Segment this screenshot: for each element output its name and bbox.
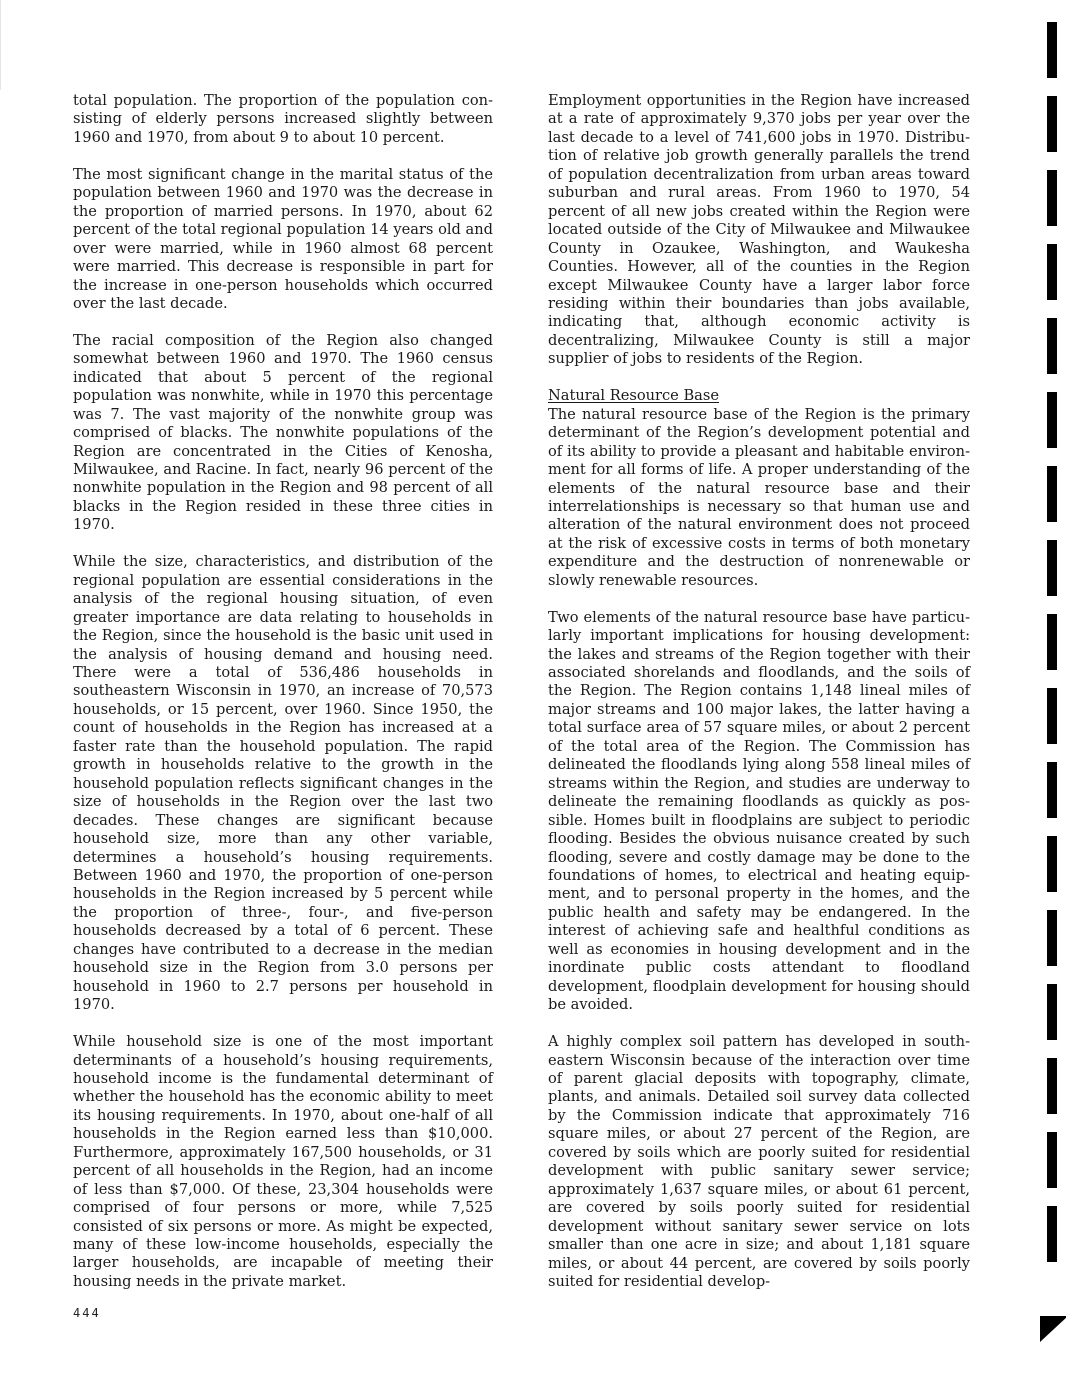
registration-mark bbox=[1047, 466, 1057, 522]
registration-mark bbox=[1047, 318, 1057, 374]
paragraph: The natural resource base of the Region is the primary determinant of the Region’s development potential and of its ability to provide a pleasant and habitable environment for all forms of life. A proper understanding of the elements of the natural resource base and their interrelationships is necessary so that human use and alteration of the natural environment does not proceed at the risk of excessive costs in terms of both monetary expenditure and the destruction of nonrenewable or slowly renewable resources. bbox=[548, 405, 970, 589]
right-column bbox=[548, 92, 970, 1310]
registration-mark bbox=[1047, 984, 1057, 1040]
left-column bbox=[73, 92, 493, 1310]
paragraph: Two elements of the natural resource base have particularly important implications for housing development: the lakes and streams of the Region together with their associated shorelands and floodlands, and the soils of the Region. The Region contains 1,148 lineal miles of major streams and 100 major lakes, the latter having a total surface area of 57 square miles, or about 2 percent of the total area of the Region. The Commission has delineated the floodlands lying along 558 lineal miles of streams within the Region, and studies are underway to delineate the remaining floodlands as quickly as possible. Homes built in floodplains are subject to periodic flooding. Besides the obvious nuisance created by such flooding, severe and costly damage may be done to the foundations of homes, to electrical and heating equipment, and to personal property in the homes, and the public health and safety may be endangered. In the interest of achieving safe and healthful conditions as well as economies in housing development and in the inordinate public costs attendant to floodland development, floodplain development for housing should be avoided. bbox=[548, 608, 970, 1014]
registration-mark bbox=[1047, 96, 1057, 152]
registration-mark bbox=[1047, 1132, 1057, 1188]
section-heading-natural-resource-base: Natural Resource Base bbox=[548, 387, 719, 405]
registration-mark bbox=[1047, 688, 1057, 744]
registration-mark bbox=[1047, 540, 1057, 596]
registration-mark bbox=[1047, 836, 1057, 892]
paragraph: The racial composition of the Region also changed somewhat between 1960 and 1970. The 1960 census indicated that about 5 percent of the regional population was nonwhite, while in 1970 this percentage was 7. The vast majority of the nonwhite group was comprised of blacks. The nonwhite populations of the Region are concentrated in the Cities of Kenosha, Milwaukee, and Racine. In fact, nearly 96 percent of the nonwhite population in the Region and 98 percent of all blacks in the Region resided in these three cities in 1970. bbox=[73, 331, 493, 534]
registration-mark bbox=[1047, 1058, 1057, 1114]
scan-registration-marks bbox=[1042, 0, 1066, 1380]
registration-mark bbox=[1047, 762, 1057, 818]
paragraph: total population. The proportion of the population consisting of elderly persons increased slightly between 1960 and 1970, from about 9 to about 10 percent. bbox=[73, 92, 493, 146]
registration-mark bbox=[1047, 910, 1057, 966]
registration-mark bbox=[1047, 22, 1057, 78]
registration-mark bbox=[1047, 244, 1057, 300]
paragraph: While household size is one of the most important determinants of a household’s housing requirements, household income is the fundamental determinant of whether the household has the economic ability to meet its housing requirements. In 1970, about one-half of all households in the Region earned less than $10,000. Furthermore, approximately 167,500 households, or 31 percent of all households in the Region, had an income of less than $7,000. Of these, 23,304 households were comprised of four persons or more, while 7,525 consisted of six persons or more. As might be expected, many of these low-income households, especially the larger households, are incapable of meeting their housing needs in the private market. bbox=[73, 1033, 493, 1290]
registration-mark bbox=[1047, 170, 1057, 226]
registration-mark bbox=[1047, 392, 1057, 448]
paragraph: A highly complex soil pattern has developed in southeastern Wisconsin because of the interaction over time of parent glacial deposits with topography, climate, plants, and animals. Detailed soil survey data collected by the Commission indicate that approximately 716 square miles, or about 27 percent of the Region, are covered by soils which are poorly suited for residential development with public sanitary sewer service; approximately 1,637 square miles, or about 61 percent, are covered by soils poorly suited for residential development without sanitary sewer service on lots smaller than one acre in size; and about 1,181 square miles, or about 44 percent, are covered by soils poorly suited for residential develop- bbox=[548, 1033, 970, 1290]
paragraph: Employment opportunities in the Region have increased at a rate of approximately 9,370 jobs per year over the last decade to a level of 741,600 jobs in 1970. Distribution of relative job growth generally parallels the trend of population decentralization from urban areas toward suburban and rural areas. From 1960 to 1970, 54 percent of all new jobs created within the Region were located outside of the City of Milwaukee and Milwaukee County in Ozaukee, Washington, and Waukesha Counties. However, all of the counties in the Region except Milwaukee County have a larger labor force residing within their boundaries than jobs available, indicating that, although economic activity is decentralizing, Milwaukee County is still a major supplier of jobs to residents of the Region. bbox=[548, 92, 970, 368]
registration-mark bbox=[1047, 1206, 1057, 1262]
registration-mark bbox=[1047, 614, 1057, 670]
paragraph: While the size, characteristics, and distribution of the regional population are essential considerations in the analysis of the regional housing situation, of even greater importance are data relating to households in the Region, since the household is the basic unit used in the analysis of housing demand and housing need. There were a total of 536,486 households in southeastern Wisconsin in 1970, an increase of 70,573 households, or 15 percent, over 1960. Since 1950, the count of households in the Region has increased at a faster rate than the household population. The rapid growth in households relative to the growth in the household population reflects significant changes in the size of households in the Region over the last two decades. These changes are significant because household size, more than any other variable, determines a household’s housing requirements. Between 1960 and 1970, the proportion of one-person households in the Region increased by 5 percent while the proportion of three-, four-, and five-person households decreased by a total of 6 percent. These changes have contributed to a decrease in the median household size in the Region from 3.0 persons per household in 1960 to 2.7 persons per household in 1970. bbox=[73, 553, 493, 1014]
corner-registration-mark bbox=[1040, 1316, 1066, 1342]
scan-edge-artifact bbox=[0, 0, 1, 90]
paragraph: The most significant change in the marital status of the population between 1960 and 1970 was the decrease in the proportion of married persons. In 1970, about 62 percent of the total regional population 14 years old and over were married, while in 1960 almost 68 percent were married. This decrease is responsible in part for the increase in one-person households which occurred over the last decade. bbox=[73, 165, 493, 312]
page-number: 444 bbox=[73, 1306, 101, 1320]
